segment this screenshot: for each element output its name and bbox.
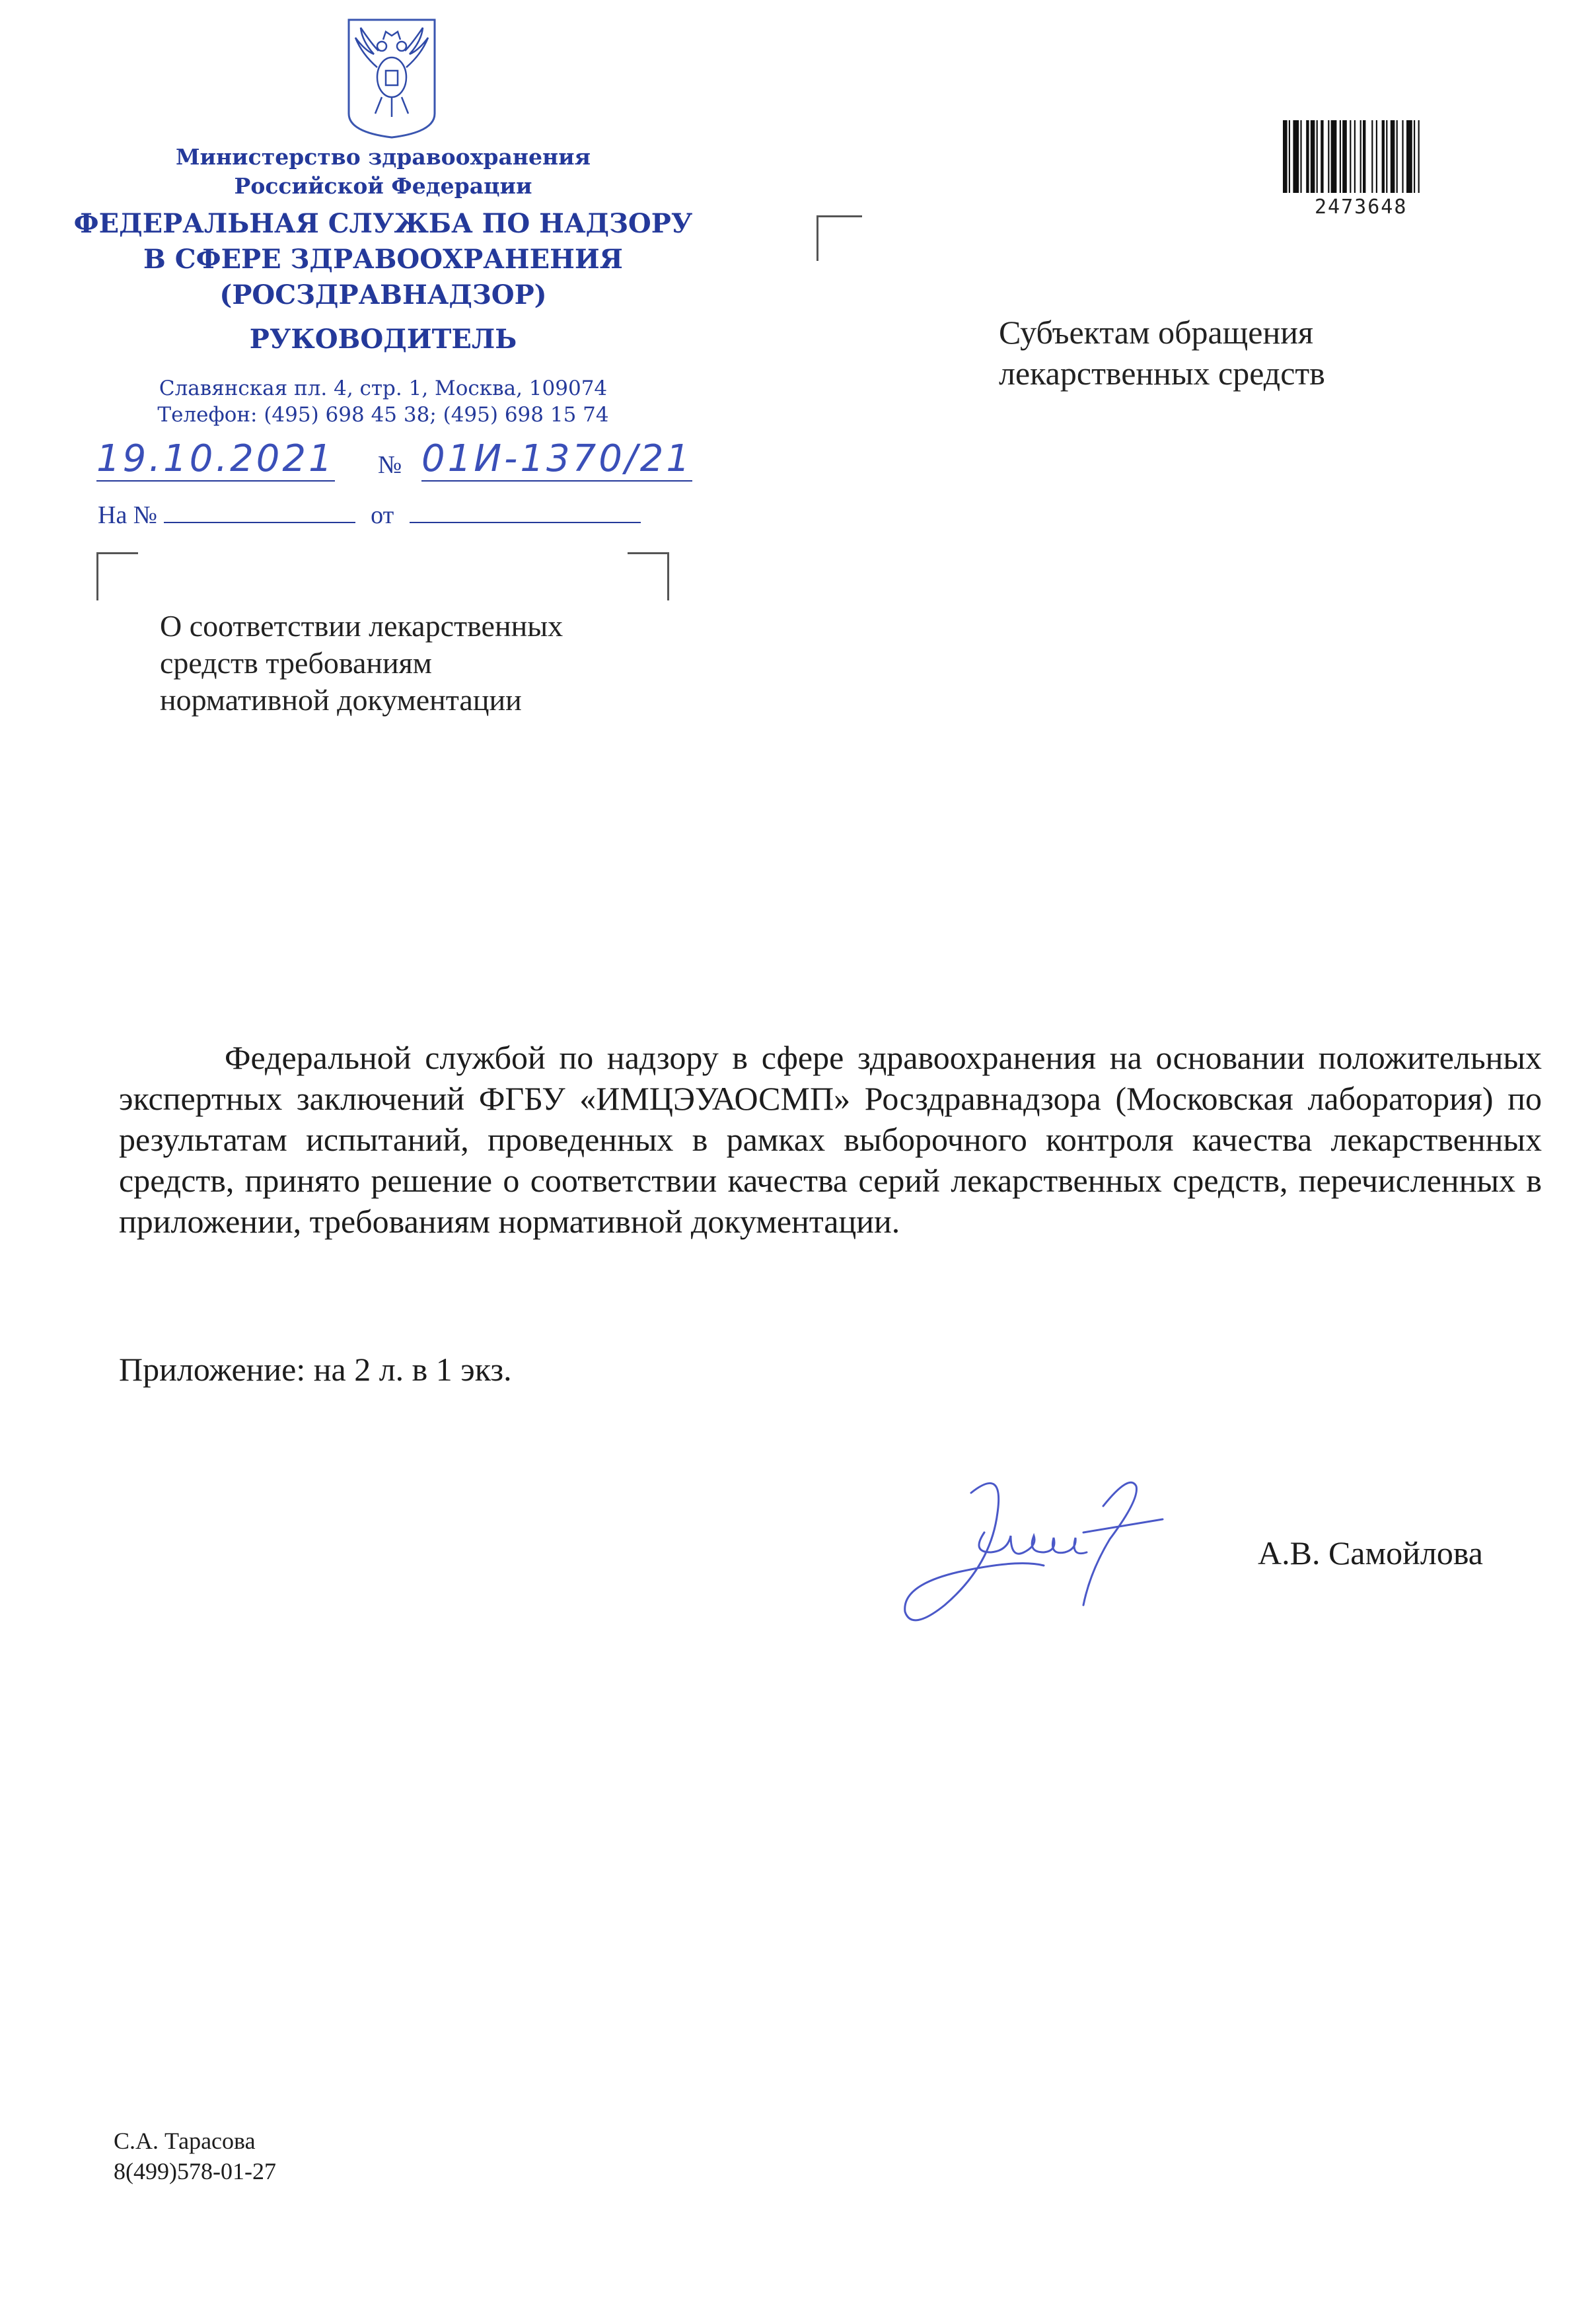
subject-line-1: О соответствии лекарственных [160, 609, 563, 643]
ministry-line-2: Российской Федерации [234, 173, 532, 199]
service-line-1: ФЕДЕРАЛЬНАЯ СЛУЖБА ПО НАДЗОРУ [73, 208, 693, 239]
incoming-reference [98, 499, 679, 532]
address-line: Славянская пл. 4, стр. 1, Москва, 109074 [159, 377, 608, 400]
ministry-line-1: Министерство здравоохранения [176, 144, 591, 170]
addressee-line-1: Субъектам обращения [999, 314, 1313, 351]
addressee-bracket [816, 215, 862, 261]
addressee [999, 312, 1461, 394]
letter-subject [160, 608, 688, 719]
addressee-line-2: лекарственных средств [999, 355, 1325, 392]
barcode-icon [1282, 120, 1480, 194]
subject-bracket-right [628, 552, 669, 600]
subject-line-2: средств требованиям [160, 646, 432, 680]
handwritten-number: 01И-1370/21 [421, 437, 692, 480]
from-label: от [371, 501, 394, 529]
service-line-3: (РОСЗДРАВНАДЗОР) [219, 279, 547, 310]
body-paragraph: Федеральной службой по надзору в сфере здравоохранения на основании положительных экспертных заключений ФГБУ «ИМЦЭУАОСМП» Росздравнадзора (Московская лаборатория) по результатам испытаний, проведенных в рамках выборочного контроля качества лекарственных средств, принято решение о соответствии качества серий лекарственных средств, перечисленных в приложении, требованиям нормативной документации. [119, 1039, 1542, 1240]
ministry-name [53, 143, 713, 201]
on-no-field [164, 499, 355, 523]
contacts [53, 375, 713, 428]
service-name [53, 206, 713, 313]
executor-info [114, 2126, 276, 2186]
outgoing-reference [96, 437, 797, 490]
head-role-title: РУКОВОДИТЕЛЬ [249, 324, 517, 355]
signer-name: А.В. Самойлова [1258, 1534, 1483, 1571]
executor-phone: 8(499)578-01-27 [114, 2158, 276, 2184]
number-label: № [378, 451, 402, 479]
on-no-label: На № [98, 501, 158, 529]
service-line-2: В СФЕРЕ ЗДРАВООХРАНЕНИЯ [143, 244, 623, 275]
letter-body [119, 1037, 1542, 1242]
barcode-number: 2473648 [1315, 196, 1408, 219]
executor-name: С.А. Тарасова [114, 2128, 256, 2154]
handwritten-date: 19.10.2021 [96, 437, 335, 480]
from-field [410, 499, 641, 523]
subject-line-3: нормативной документации [160, 683, 522, 717]
handwritten-signature-icon [885, 1453, 1202, 1651]
attachment-note: Приложение: на 2 л. в 1 экз. [119, 1351, 512, 1388]
state-emblem-icon [342, 15, 441, 140]
subject-bracket-left [96, 552, 138, 600]
phone-line: Телефон: (495) 698 45 38; (495) 698 15 74 [157, 403, 609, 427]
